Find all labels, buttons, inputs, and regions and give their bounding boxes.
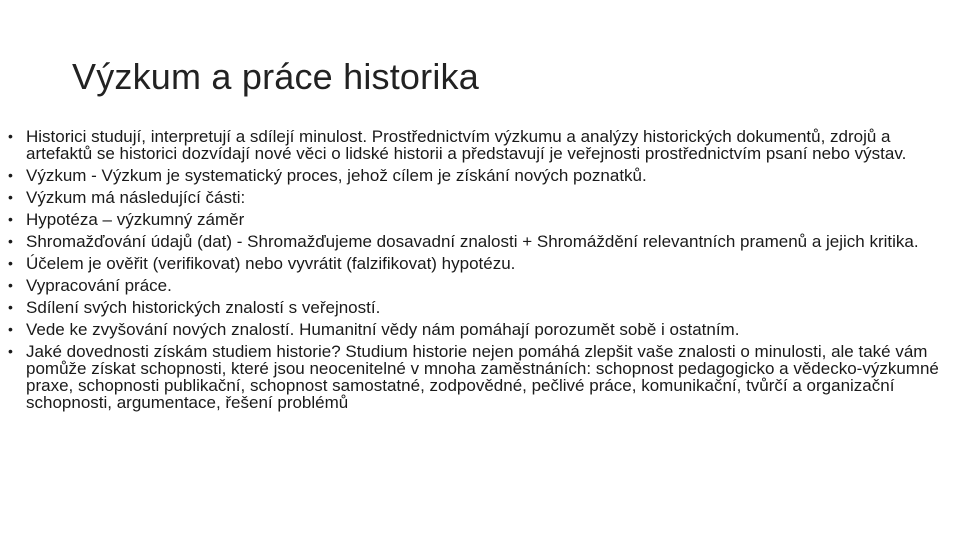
bullet-item [8,343,953,411]
bullet-text: Sdílení svých historických znalostí s veřejností. [26,298,381,317]
bullet-icon: • [8,255,13,271]
bullet-item [8,321,953,338]
bullet-icon: • [8,321,13,337]
bullet-item [8,189,953,206]
bullet-item [8,167,953,184]
bullet-icon: • [8,128,13,144]
bullet-text: Vypracování práce. [26,276,172,295]
bullet-item [8,233,953,250]
bullet-text: Vede ke zvyšování nových znalostí. Humanitní vědy nám pomáhají porozumět sobě i ostatním. [26,320,740,339]
bullet-text: Výzkum - Výzkum je systematický proces, jehož cílem je získání nových poznatků. [26,166,647,185]
bullet-text: Jaké dovednosti získám studiem historie? Studium historie nejen pomáhá zlepšit vaše znalosti o minulosti, ale také vám pomůže získat schopnosti, které jsou neocenitelné v mnoha zaměstnáních: schopnost pedagogicko a vědecko-výzkumné praxe, schopnosti publikační, schopnost samostatné, zodpovědné, pečlivé práce, komunikační, tvůrčí a organizační schopnosti, argumentace, řešení problémů [26,342,939,412]
bullet-item [8,255,953,272]
bullet-icon: • [8,233,13,249]
bullet-item [8,211,953,228]
bullet-text: Historici studují, interpretují a sdílejí minulost. Prostřednictvím výzkumu a analýzy historických dokumentů, zdrojů a artefaktů se historici dozvídají nové věci o lidské historii a představují je veřejnosti prostřednictvím psaní nebo výstav. [26,127,907,163]
bullet-icon: • [8,167,13,183]
slide-title: Výzkum a práce historika [72,56,479,97]
bullet-icon: • [8,343,13,359]
bullet-text: Shromažďování údajů (dat) - Shromažďujeme dosavadní znalosti + Shromáždění relevantních pramenů a jejich kritika. [26,232,919,251]
bullet-item [8,299,953,316]
bullet-text: Výzkum má následující části: [26,188,246,207]
bullet-item [8,277,953,294]
bullet-item [8,128,953,162]
bullet-icon: • [8,211,13,227]
bullet-text: Účelem je ověřit (verifikovat) nebo vyvrátit (falzifikovat) hypotézu. [26,254,516,273]
bullet-icon: • [8,299,13,315]
bullet-icon: • [8,189,13,205]
bullet-icon: • [8,277,13,293]
bullet-text: Hypotéza – výzkumný záměr [26,210,245,229]
bullet-list [8,128,953,416]
